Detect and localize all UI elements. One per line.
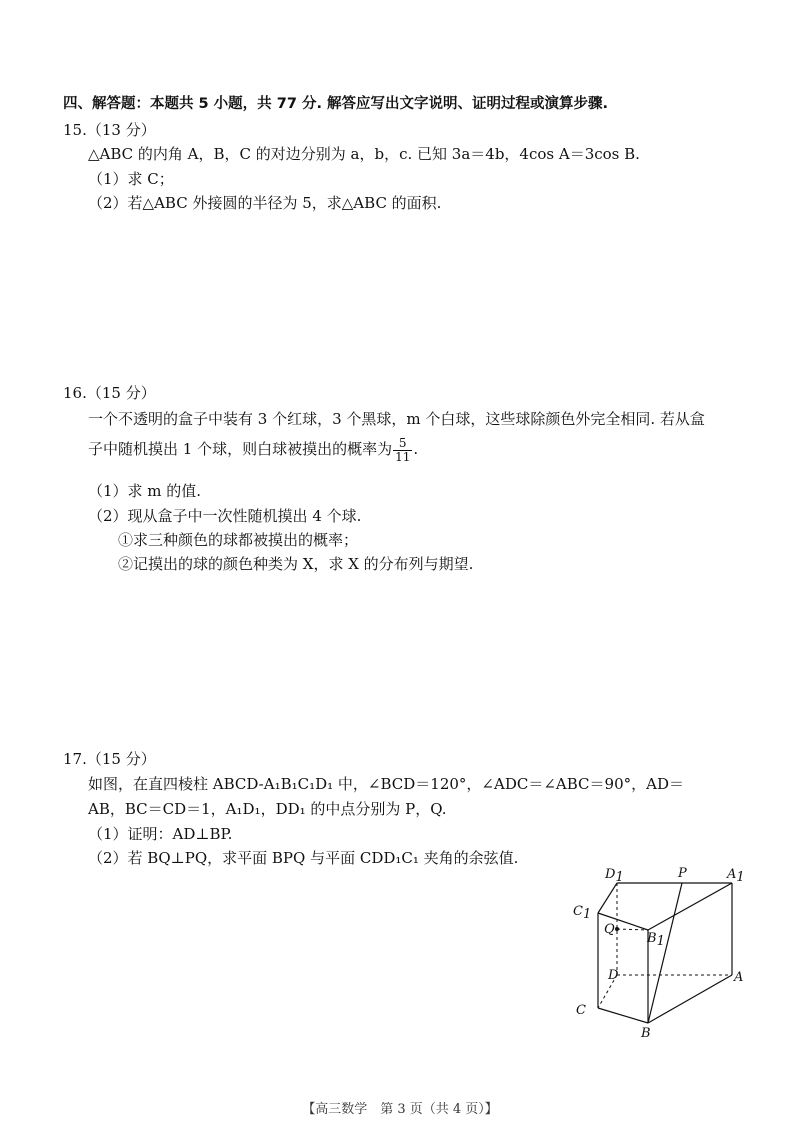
label-B: B	[641, 1026, 651, 1040]
label-D1: D1	[605, 867, 624, 885]
section-header: 四、解答题：本题共 5 小题，共 77 分. 解答应写出文字说明、证明过程或演算步骤.	[63, 96, 609, 112]
label-B1: B1	[647, 931, 665, 949]
label-P: P	[678, 866, 687, 881]
fraction-denominator: 11	[395, 449, 411, 464]
q16-part2: （2）现从盒子中一次性随机摸出 4 个球.	[88, 507, 362, 525]
edge-B1-A1	[648, 883, 732, 930]
label-Q: Q	[604, 922, 615, 937]
edge-B-A	[648, 975, 732, 1023]
q15-part2: （2）若△ABC 外接圆的半径为 5，求△ABC 的面积.	[88, 194, 442, 212]
q16-line2-text: 子中随机摸出 1 个球，则白球被摸出的概率为	[88, 440, 393, 459]
q17-heading: 17.（15 分）	[63, 750, 156, 768]
label-A: A	[734, 970, 744, 985]
q16-subpart2: ②记摸出的球的颜色种类为 X，求 X 的分布列与期望.	[118, 555, 474, 573]
q15-part1: （1）求 C；	[88, 170, 174, 188]
edge-C1-D1	[598, 883, 617, 913]
q16-statement-line1: 一个不透明的盒子中装有 3 个红球，3 个黑球，m 个白球，这些球除颜色外完全相同. 若从盒	[88, 410, 705, 428]
q16-heading: 16.（15 分）	[63, 384, 156, 402]
q17-statement-line2: AB，BC＝CD＝1，A₁D₁，DD₁ 的中点分别为 P，Q.	[88, 800, 447, 818]
segment-Q-B1-hidden	[617, 929, 648, 930]
fraction-numerator: 5	[398, 436, 407, 450]
q15-heading: 15.（13 分）	[63, 121, 156, 139]
q16-subpart1: ①求三种颜色的球都被摸出的概率；	[118, 531, 359, 549]
label-C1: C1	[573, 904, 592, 922]
probability-fraction	[393, 437, 412, 463]
q16-statement-line2	[88, 437, 418, 463]
q17-part1: （1）证明：AD⊥BP.	[88, 825, 233, 843]
edge-C-B	[598, 1008, 648, 1023]
label-D: D	[608, 968, 619, 983]
page-footer: 【高三数学 第 3 页（共 4 页）】	[302, 1102, 498, 1117]
q16-line2-end: .	[413, 440, 419, 459]
label-C: C	[576, 1003, 586, 1018]
q17-part2: （2）若 BQ⊥PQ，求平面 BPQ 与平面 CDD₁C₁ 夹角的余弦值.	[88, 849, 519, 867]
q15-statement: △ABC 的内角 A，B，C 的对边分别为 a，b，c. 已知 3a＝4b，4cos A＝3cos B.	[88, 145, 640, 163]
segment-B-P	[648, 883, 682, 1023]
point-Q	[615, 927, 619, 931]
q16-part1: （1）求 m 的值.	[88, 482, 202, 500]
prism-figure	[560, 860, 760, 1040]
label-A1: A1	[727, 867, 745, 885]
q17-statement-line1: 如图，在直四棱柱 ABCD-A₁B₁C₁D₁ 中，∠BCD＝120°，∠ADC＝∠ABC＝90°，AD＝	[88, 775, 684, 793]
